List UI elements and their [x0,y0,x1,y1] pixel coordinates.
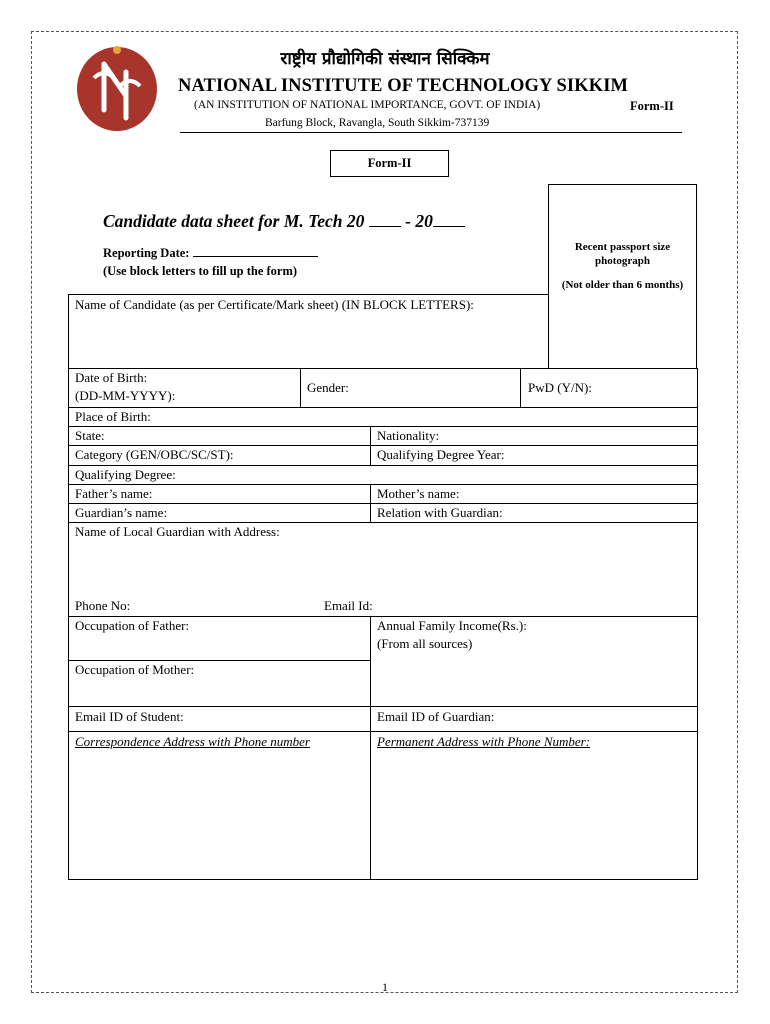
income-note: (From all sources) [377,636,473,651]
email-student-field[interactable]: Email ID of Student: [75,709,184,724]
reporting-date-blank[interactable] [193,245,318,257]
row-divider [68,706,698,707]
col-divider [370,484,371,522]
state-field[interactable]: State: [75,428,105,443]
place-of-birth-field[interactable]: Place of Birth: [75,409,151,424]
local-guardian-field[interactable]: Name of Local Guardian with Address: [75,524,280,539]
block-letters-note: (Use block letters to fill up the form) [103,264,298,278]
guardian-name-field[interactable]: Guardian’s name: [75,505,168,520]
dob-format-label: (DD-MM-YYYY): [75,388,176,403]
relation-guardian-field[interactable]: Relation with Guardian: [377,505,503,520]
header-divider [180,132,682,133]
phone-field[interactable]: Phone No: [75,598,131,613]
col-divider [300,368,301,407]
occupation-father-field[interactable]: Occupation of Father: [75,618,190,633]
email-guardian-field[interactable]: Email ID of Guardian: [377,709,495,724]
institute-address: Barfung Block, Ravangla, South Sikkim-737139 [265,117,490,129]
reporting-date [103,245,318,261]
candidate-name-field[interactable]: Name of Candidate (as per Certificate/Mark sheet) (IN BLOCK LETTERS): [75,297,474,312]
photo-caption [549,240,696,268]
sheet-title-prefix: Candidate data sheet for M. Tech 20 [103,211,365,231]
institute-name: NATIONAL INSTITUTE OF TECHNOLOGY SIKKIM [178,76,629,96]
page-number: 1 [382,980,388,994]
year-blank-1[interactable] [369,212,401,227]
photo-caption-line1: Recent passport size [574,241,671,253]
year-blank-2[interactable] [433,212,465,227]
table-top-border [68,294,548,295]
row-divider [68,407,698,408]
col-divider [370,426,371,465]
occupation-mother-field[interactable]: Occupation of Mother: [75,662,195,677]
form-tag: Form-II [630,99,674,113]
category-field[interactable]: Category (GEN/OBC/SC/ST): [75,447,234,462]
form-label-box: Form-II [330,150,449,177]
pwd-field[interactable]: PwD (Y/N): [528,380,592,395]
annual-income-field[interactable]: Annual Family Income(Rs.): [377,618,527,633]
sheet-title [103,211,465,232]
institute-hindi-name: राष्ट्रीय प्रौद्योगिकी संस्थान सिक्किम [280,49,490,69]
photo-box[interactable] [548,184,697,369]
table-bottom-border [68,879,698,880]
dob-field-label[interactable]: Date of Birth: [75,370,148,385]
institute-subtitle: (AN INSTITUTION OF NATIONAL IMPORTANCE, GOVT. OF INDIA) [194,99,541,111]
reporting-date-label: Reporting Date: [103,246,190,260]
col-divider [520,368,521,407]
sheet-title-middle: - 20 [405,211,433,231]
father-name-field[interactable]: Father’s name: [75,486,153,501]
permanent-address-field[interactable]: Permanent Address with Phone Number: [377,734,591,749]
photo-caption-line2: photograph [594,255,651,267]
photo-age-note: (Not older than 6 months) [561,279,684,291]
table-left-border [68,294,69,880]
col-divider [370,616,371,880]
row-divider [68,731,698,732]
email-field[interactable]: Email Id: [324,598,373,613]
nationality-field[interactable]: Nationality: [377,428,440,443]
gender-field[interactable]: Gender: [307,380,349,395]
correspondence-address-field[interactable]: Correspondence Address with Phone number [75,734,310,749]
qualifying-degree-field[interactable]: Qualifying Degree: [75,467,176,482]
candidate-form-table [68,294,698,880]
mother-name-field[interactable]: Mother’s name: [377,486,460,501]
qualifying-degree-year-field[interactable]: Qualifying Degree Year: [377,447,505,462]
